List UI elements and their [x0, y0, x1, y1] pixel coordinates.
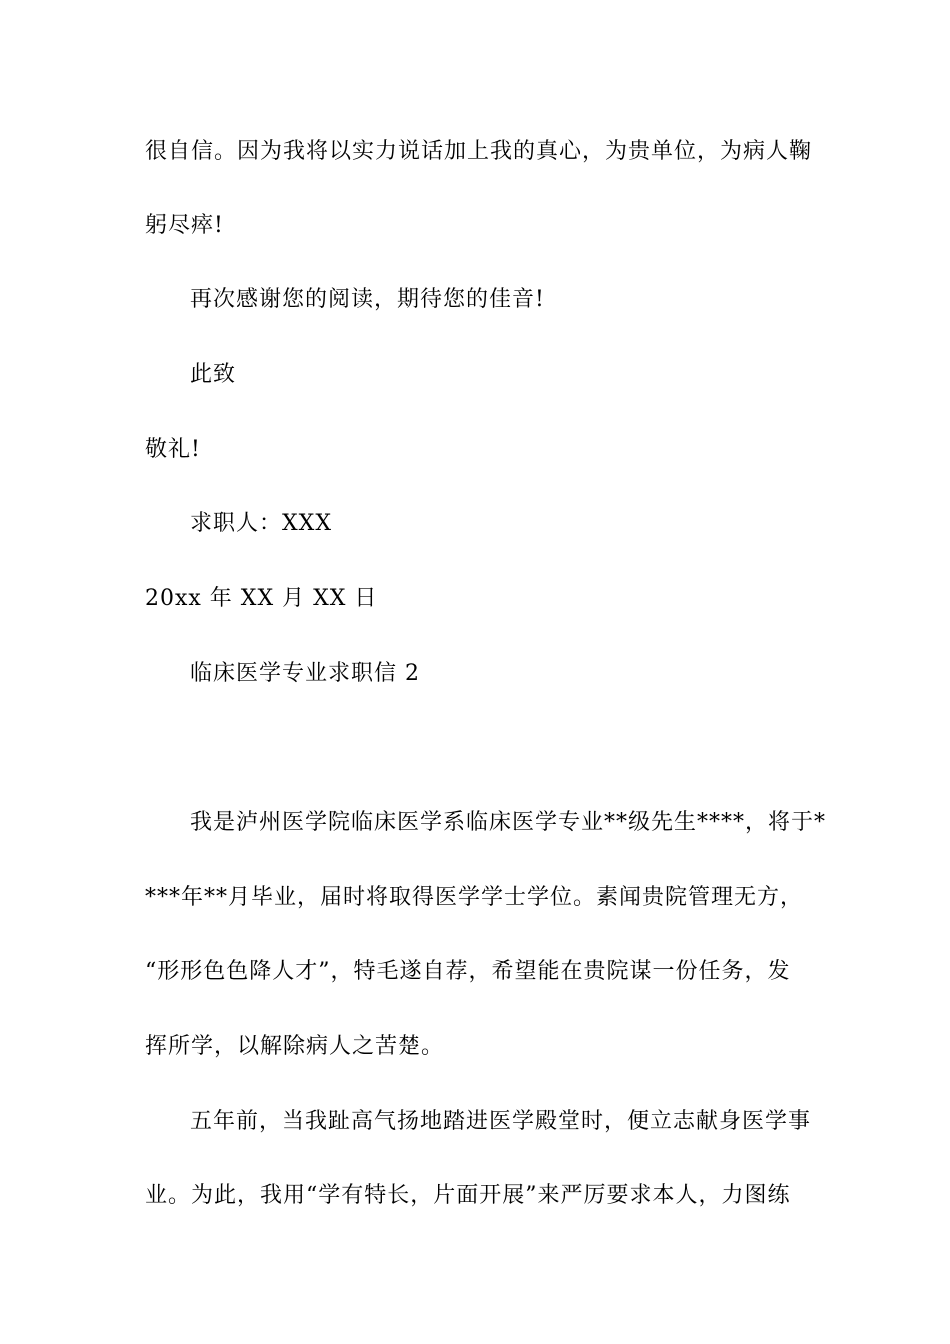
date-line: 20xx 年 XX 月 XX 日: [145, 586, 378, 611]
salutation-line: 此致: [190, 362, 237, 387]
body-text-line: 业。为此，我用“学有特长，片面开展”来严厉要求本人，力图练: [145, 1183, 791, 1208]
body-text-line: 很自信。因为我将以实力说话加上我的真心，为贵单位，为病人鞠: [145, 139, 813, 164]
body-text-line: 我是泸州医学院临床医学系临床医学专业**级先生****，将于*: [190, 810, 827, 835]
body-text-line: 挥所学，以解除病人之苦楚。: [145, 1034, 445, 1059]
closing-line: 再次感谢您的阅读，期待您的佳音!: [190, 287, 545, 312]
body-text-line: 躬尽瘁!: [145, 213, 224, 238]
section-title: 临床医学专业求职信 2: [190, 661, 420, 686]
body-text-line: ***年**月毕业，届时将取得医学学士学位。素闻贵院管理无方，: [145, 885, 804, 910]
body-text-line: “形形色色降人才”，特毛遂自荐，希望能在贵院谋一份任务，发: [145, 959, 791, 984]
body-text-line: 五年前，当我趾高气扬地踏进医学殿堂时，便立志献身医学事: [190, 1109, 812, 1134]
salutation-line: 敬礼!: [145, 437, 201, 462]
signature-line: 求职人：XXX: [190, 511, 332, 536]
